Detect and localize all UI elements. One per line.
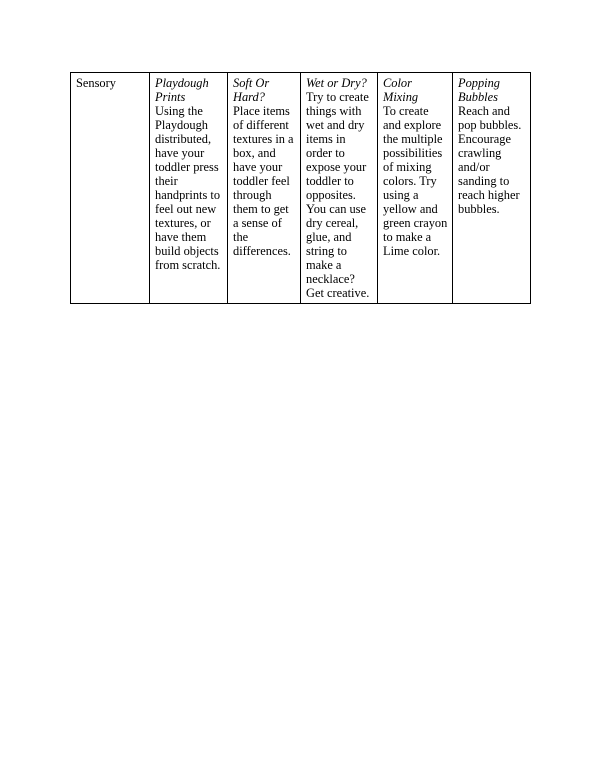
activity-title-popping-bubbles: Popping Bubbles (458, 76, 500, 104)
activity-description-playdough-prints: Using the Playdough distributed, have your toddler press their handprints to feel out new textures, or have them build objects from scratch. (155, 104, 221, 272)
sensory-row (71, 73, 531, 304)
activity-cell-wet-or-dry (301, 73, 378, 304)
activity-description-wet-or-dry: Try to create things with wet and dry items in order to expose your toddler to opposites. You can use dry cereal, glue, and string to make a necklace? Get creative. (306, 90, 370, 300)
activity-cell-color-mixing (378, 73, 453, 304)
activity-cell-playdough-prints (150, 73, 228, 304)
row-header-cell (71, 73, 150, 304)
row-category-label: Sensory (76, 76, 116, 90)
activity-description-soft-or-hard: Place items of different textures in a box, and have your toddler feel through them to get a sense of the differences. (233, 104, 294, 258)
activity-cell-popping-bubbles (453, 73, 531, 304)
activity-title-playdough-prints: Playdough Prints (155, 76, 209, 104)
activity-title-color-mixing: Color Mixing (383, 76, 419, 104)
activity-description-popping-bubbles: Reach and pop bubbles. Encourage crawling and/or sanding to reach higher bubbles. (458, 104, 522, 216)
activities-table (70, 72, 531, 304)
activity-title-soft-or-hard: Soft Or Hard? (233, 76, 270, 104)
activity-title-wet-or-dry: Wet or Dry? (306, 76, 367, 90)
activity-cell-soft-or-hard (228, 73, 301, 304)
activity-description-color-mixing: To create and explore the multiple possibilities of mixing colors. Try using a yellow and green crayon to make a Lime color. (383, 104, 448, 258)
